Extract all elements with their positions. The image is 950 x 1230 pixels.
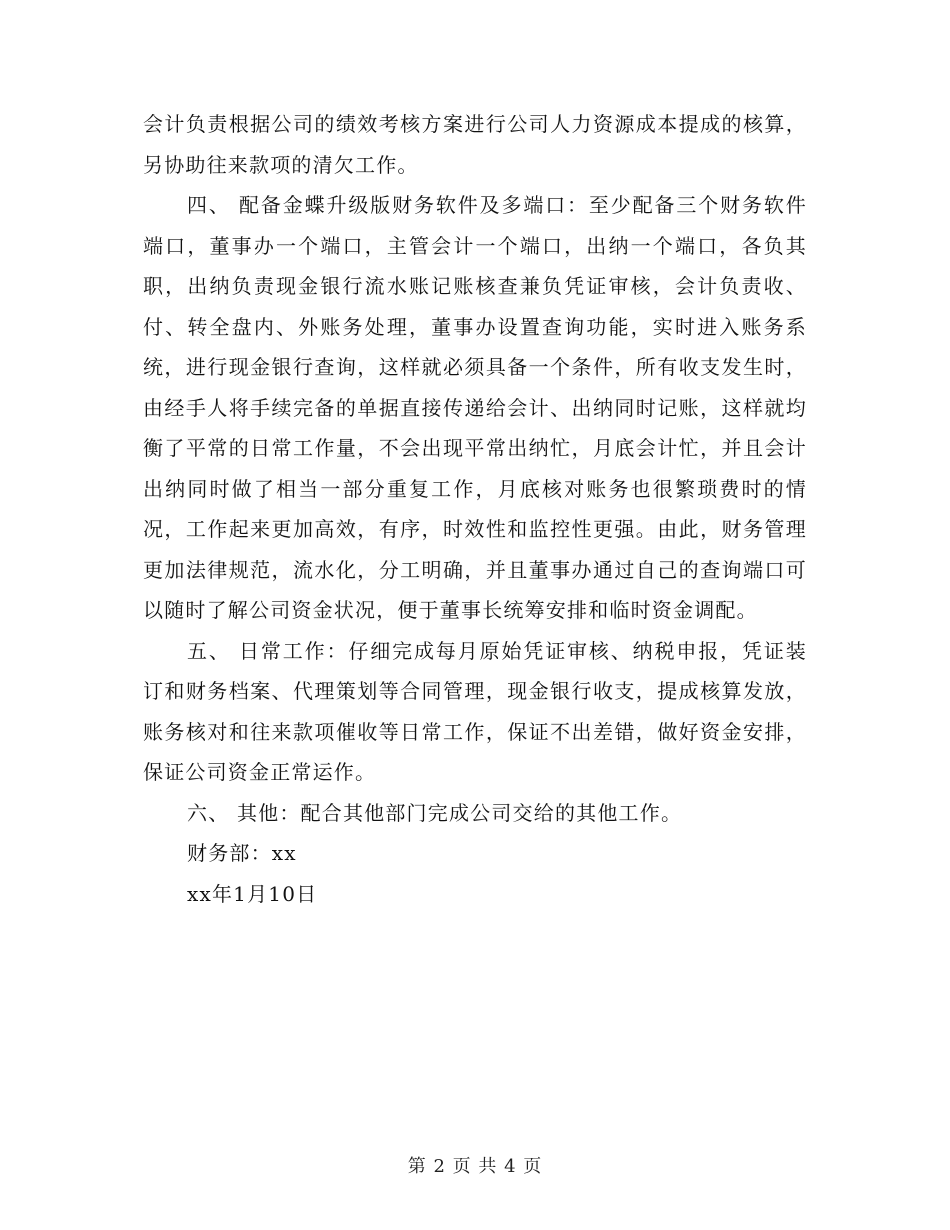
signature-department: 财务部：xx [187, 841, 297, 865]
paragraph-section-five: 五、 日常工作：仔细完成每月原始凭证审核、纳税申报，凭证装订和财务档案、代理策划等合同管理，现金银行收支，提成核算发放，账务核对和往来款项催收等日常工作，保证不出差错，做好资金安排，保证公司资金正常运作。 [143, 638, 807, 784]
paragraph-section-four: 四、 配备金蝶升级版财务软件及多端口：至少配备三个财务软件端口，董事办一个端口，主管会计一个端口，出纳一个端口，各负其职，出纳负责现金银行流水账记账核查兼负凭证审核，会计负责收、付、转全盘内、外账务处理，董事办设置查询功能，实时进入账务系统，进行现金银行查询，这样就必须具备一个条件，所有收支发生时，由经手人将手续完备的单据直接传递给会计、出纳同时记账，这样就均衡了平常的日常工作量，不会出现平常出纳忙，月底会计忙，并且会计出纳同时做了相当一部分重复工作，月底核对账务也很繁琐费时的情况，工作起来更加高效，有序，时效性和监控性更强。由此，财务管理更加法律规范，流水化，分工明确，并且董事办通过自己的查询端口可以随时了解公司资金状况，便于董事长统筹安排和临时资金调配。 [143, 193, 807, 622]
paragraph-section-six: 六、 其他：配合其他部门完成公司交给的其他工作。 [187, 800, 683, 825]
paragraph-continuation: 会计负责根据公司的绩效考核方案进行公司人力资源成本提成的核算，另协助往来款项的清欠工作。 [143, 112, 807, 177]
document-body [143, 104, 807, 914]
signature-date: xx年1月10日 [187, 881, 318, 906]
page-number-footer: 第 2 页 共 4 页 [407, 1156, 543, 1177]
